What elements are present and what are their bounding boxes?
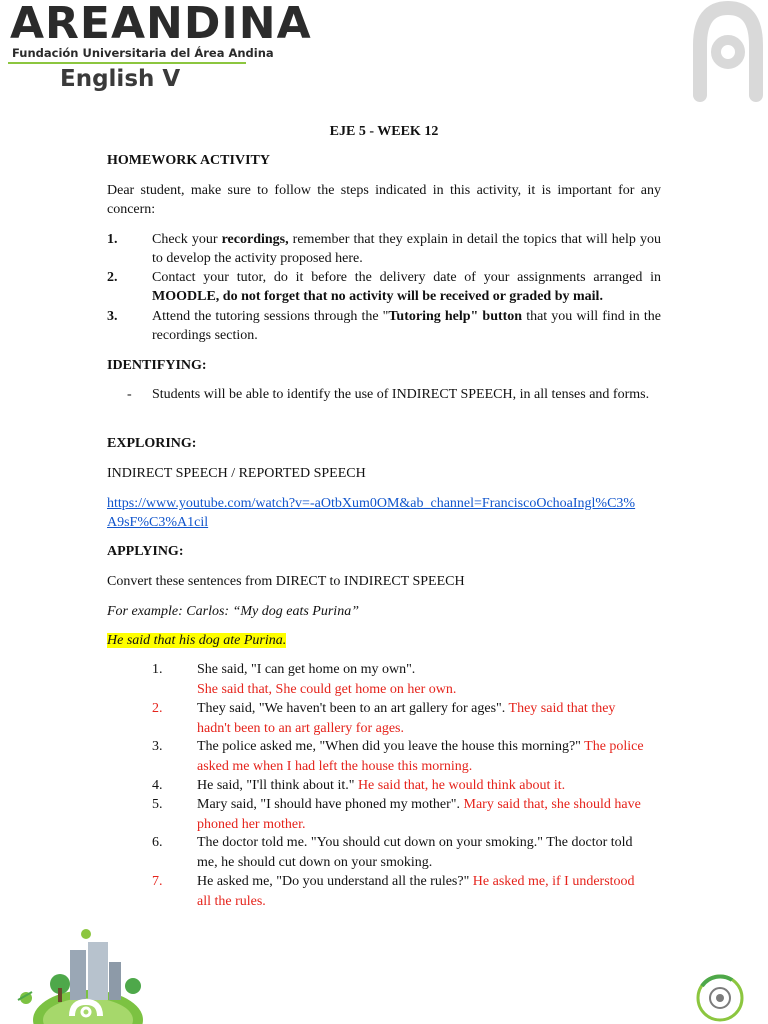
exercise-item: [140, 737, 650, 776]
instruction-text: Convert these sentences from DIRECT to INDIRECT SPEECH: [107, 574, 465, 589]
step-number: 2.: [107, 270, 118, 285]
exercise-text: [197, 699, 650, 738]
exercise-question: He asked me, "Do you understand all the rules?": [197, 874, 470, 889]
course-title: English V: [60, 66, 181, 92]
document-title: EJE 5 - WEEK 12: [329, 124, 439, 139]
identifying-heading: IDENTIFYING:: [107, 358, 207, 373]
example-answer: He said that his dog ate Purina.: [107, 633, 287, 648]
exercise-number: 4.: [152, 778, 163, 793]
exercise-item: [140, 776, 650, 796]
step-text: [152, 307, 661, 345]
recycle-badge-icon: [688, 972, 752, 1024]
exercise-answer: The police asked me when I had left the house this morning.: [197, 739, 644, 774]
watermark-logo-icon: [688, 0, 768, 110]
exercise-item: [140, 699, 650, 738]
exercise-text: [197, 660, 650, 699]
exercise-number: 2.: [152, 701, 163, 716]
example-answer-line: [107, 631, 661, 650]
step-item: [107, 268, 661, 306]
exercise-answer: Mary said that, she should have phoned her mother.: [197, 797, 641, 832]
logo-underline: [8, 62, 246, 64]
dash-bullet: -: [127, 387, 132, 402]
exercise-question: He said, "I'll think about it.": [197, 778, 355, 793]
step-text-a: Attend the tutoring sessions through the ": [152, 309, 389, 324]
exercise-number: 1.: [152, 662, 163, 677]
exercise-item: [140, 795, 650, 834]
exercise-question: Mary said, "I should have phoned my mother".: [197, 797, 460, 812]
exercise-answer: He asked me, if I understood all the rules.: [197, 874, 635, 909]
intro-paragraph: Dear student, make sure to follow the steps indicated in this activity, it is important for any concern:: [107, 183, 661, 217]
step-number: 3.: [107, 309, 118, 324]
step-text-bold: recordings,: [221, 232, 289, 247]
step-item: [107, 307, 661, 345]
exercise-text: [197, 776, 650, 796]
youtube-link[interactable]: https://www.youtube.com/watch?v=-aOtbXum0OM&ab_channel=FranciscoOchoaIngl%C3%A9sF%C3%A1cil: [107, 496, 636, 530]
logo-subtitle: Fundación Universitaria del Área Andina: [12, 46, 274, 60]
exercise-item: [140, 833, 650, 872]
exercise-text: [197, 833, 650, 872]
exercise-answer: He said that, he would think about it.: [357, 778, 566, 793]
example-text: For example: Carlos: “My dog eats Purina”: [107, 604, 359, 619]
exercise-item: [140, 660, 650, 699]
exercise-question: They said, "We haven't been to an art gallery for ages".: [197, 701, 506, 716]
step-item: [107, 230, 661, 268]
step-text-bold: Tutoring help" button: [388, 309, 523, 324]
exercise-answer: They said that they hadn't been to an art gallery for ages.: [197, 701, 616, 736]
exercise-text: [197, 795, 650, 834]
exercise-question: The doctor told me. "You should cut down on your smoking." The doctor told me, he should cut down on your smoking.: [197, 835, 633, 870]
exercise-text: [197, 737, 650, 776]
step-text-a: Contact your tutor, do it before the delivery date of your assignments arranged in: [152, 270, 661, 285]
exploring-topic: INDIRECT SPEECH / REPORTED SPEECH: [107, 466, 366, 481]
step-text-a: Check your: [152, 232, 222, 247]
exercise-question: She said, "I can get home on my own".: [197, 662, 416, 677]
logo-wordmark: AREANDINA: [10, 0, 312, 49]
video-link[interactable]: [107, 494, 637, 532]
step-number: 1.: [107, 232, 118, 247]
step-text-bold: MOODLE, do not forget that no activity will be received or graded by mail.: [152, 289, 603, 304]
exercise-answer: She said that, She could get home on her own.: [197, 681, 457, 697]
step-text-c: that you will find in the recordings section.: [152, 309, 661, 343]
step-text: [152, 230, 661, 268]
step-text: [152, 268, 661, 306]
exercise-question: The police asked me, "When did you leave the house this morning?": [197, 739, 581, 754]
exercise-number: 6.: [152, 835, 163, 850]
eco-city-illustration-icon: [8, 928, 168, 1024]
exercise-item: [140, 872, 650, 911]
identifying-text: Students will be able to identify the use of INDIRECT SPEECH, in all tenses and forms.: [152, 387, 650, 402]
exercise-text: [197, 872, 650, 911]
exercise-number: 5.: [152, 797, 163, 812]
exercise-number: 7.: [152, 874, 163, 889]
step-text-c: remember that they explain in detail the topics that will help you to develop the activity proposed here.: [152, 232, 661, 266]
exploring-heading: EXPLORING:: [107, 436, 197, 451]
exercise-number: 3.: [152, 739, 163, 754]
applying-heading: APPLYING:: [107, 544, 184, 559]
homework-heading: HOMEWORK ACTIVITY: [107, 153, 270, 168]
identifying-item: [127, 385, 661, 404]
